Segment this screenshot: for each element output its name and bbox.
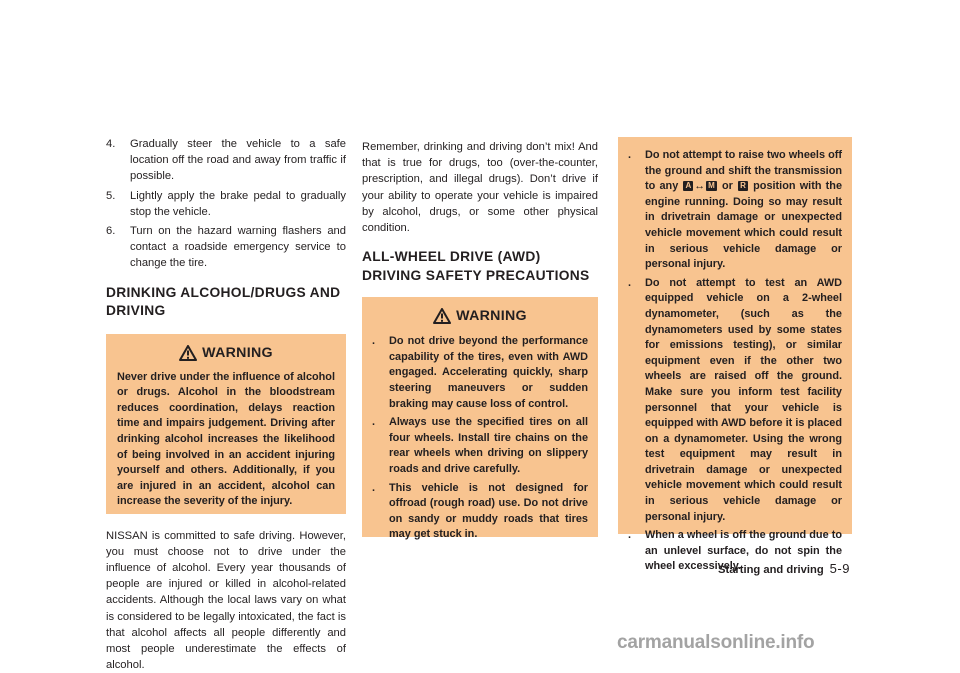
step-number: 4. [106,138,116,150]
bullet-text: Do not drive beyond the performance capability of the tires, even with AWD engaged. Accelerating quickly, sharp steering maneuvers or sudden braking may cause loss of control. [389,335,588,410]
step-6 [106,223,346,272]
shift-position-m-icon: M [708,181,715,191]
step-number: 6. [106,225,116,238]
shift-position-a-icon: A [685,181,692,191]
page-number: 5-9 [829,561,850,576]
bullet-mark: . [628,276,632,289]
page-footer [718,561,850,576]
bullet-mark: . [372,335,376,348]
warning-bullet [372,481,588,543]
bullet-text: Do not attempt to raise two wheels off the ground and shift the transmission to any A ↔ M or R position with the engine running. Doing so may result in drivetrain damage or unexpected vehicle movement which could result in serious vehicle damage or personal injury. [645,149,843,271]
warning-text: Never drive under the influence of alcohol or drugs. Alcohol in the bloodstream reduces coordination, delays reaction time and impairs judgement. Driving after drinking alcohol increases the likelihood of being involved in an accident injuring yourself and others. Additionally, if you are injured in an accident, alcohol can increase the severity of the injury. [117,370,335,508]
warning-label: WARNING [202,344,273,361]
step-text: Gradually steer the vehicle to a safe location off the road and away from traffic if possible. [130,138,346,183]
warning-bullet [628,276,842,526]
warning-bullet [372,334,588,412]
column-1 [106,136,346,673]
watermark: carmanualsonline.info [617,632,815,653]
warning-bullets [372,334,588,543]
warning-bullets [628,148,842,575]
section-heading-awd: ALL-WHEEL DRIVE (AWD) DRIVING SAFETY PRECAUTIONS [362,249,590,283]
warning-triangle-icon [179,345,197,361]
column-2 [362,139,598,541]
bullet-mark: . [628,149,632,161]
step-text: Turn on the hazard warning flashers and contact a roadside emergency service to change the tire. [130,225,346,270]
step-5 [106,188,346,220]
warning-triangle-icon [433,308,451,324]
warning-title [372,306,588,326]
warning-bullet [372,415,588,477]
section-heading-drinking: DRINKING ALCOHOL/DRUGS AND DRIVING [106,284,341,319]
bullet-text: Always use the specified tires on all four wheels. Install tire chains on the rear wheels when driving on slippery roads and drive carefully. [389,416,588,475]
bullet-mark: . [372,416,376,429]
warning-label: WARNING [456,308,527,325]
warning-box-awd [362,297,598,541]
bullet-text: When a wheel is off the ground due to an unlevel surface, do not spin the wheel excessively. [645,529,842,573]
bullet-mark: . [372,481,376,494]
bullet-text: Do not attempt to test an AWD equipped vehicle on a 2-wheel dynamometer, (such as the dynamometers used by some states for emissions testing), or similar equipment even if the other two wheels are raised off the ground. Make sure you inform test facility personnel that your vehicle is equipped with AWD before it is placed on a dynamometer. Using the wrong test equipment may result in drivetrain damage or unexpected vehicle movement which could result in serious vehicle damage or personal injury. [645,276,842,523]
bullet-text: This vehicle is not designed for offroad (rough road) use. Do not drive on sandy or muddy roads that tires may get stuck in. [389,481,588,541]
paragraph-remember: Remember, drinking and driving don’t mix! And that is true for drugs, too (over-the-counter, prescription, and illegal drugs). Don’t drive if your ability to operate your vehicle is impaired by alcohol, drugs, or some other physical condition. [362,141,598,235]
step-4 [106,136,346,185]
step-number: 5. [106,189,116,202]
warning-title [117,343,335,363]
warning-box-alcohol [106,334,346,514]
paragraph-nissan: NISSAN is committed to safe driving. However, you must choose not to drive under the influence of alcohol. Every year thousands of people are injured or killed in alcohol-related accidents. Although the local laws vary on what is considered to be legally intoxicated, the fact is that alcohol affects all people differently and most people underestimate the effects of alcohol. [106,529,346,672]
bullet-mark: . [628,529,632,542]
footer-section-title: Starting and driving [718,564,824,576]
warning-bullet [628,148,842,273]
shift-position-r-icon: R [740,181,746,191]
step-text: Lightly apply the brake pedal to gradually stop the vehicle. [130,189,346,218]
